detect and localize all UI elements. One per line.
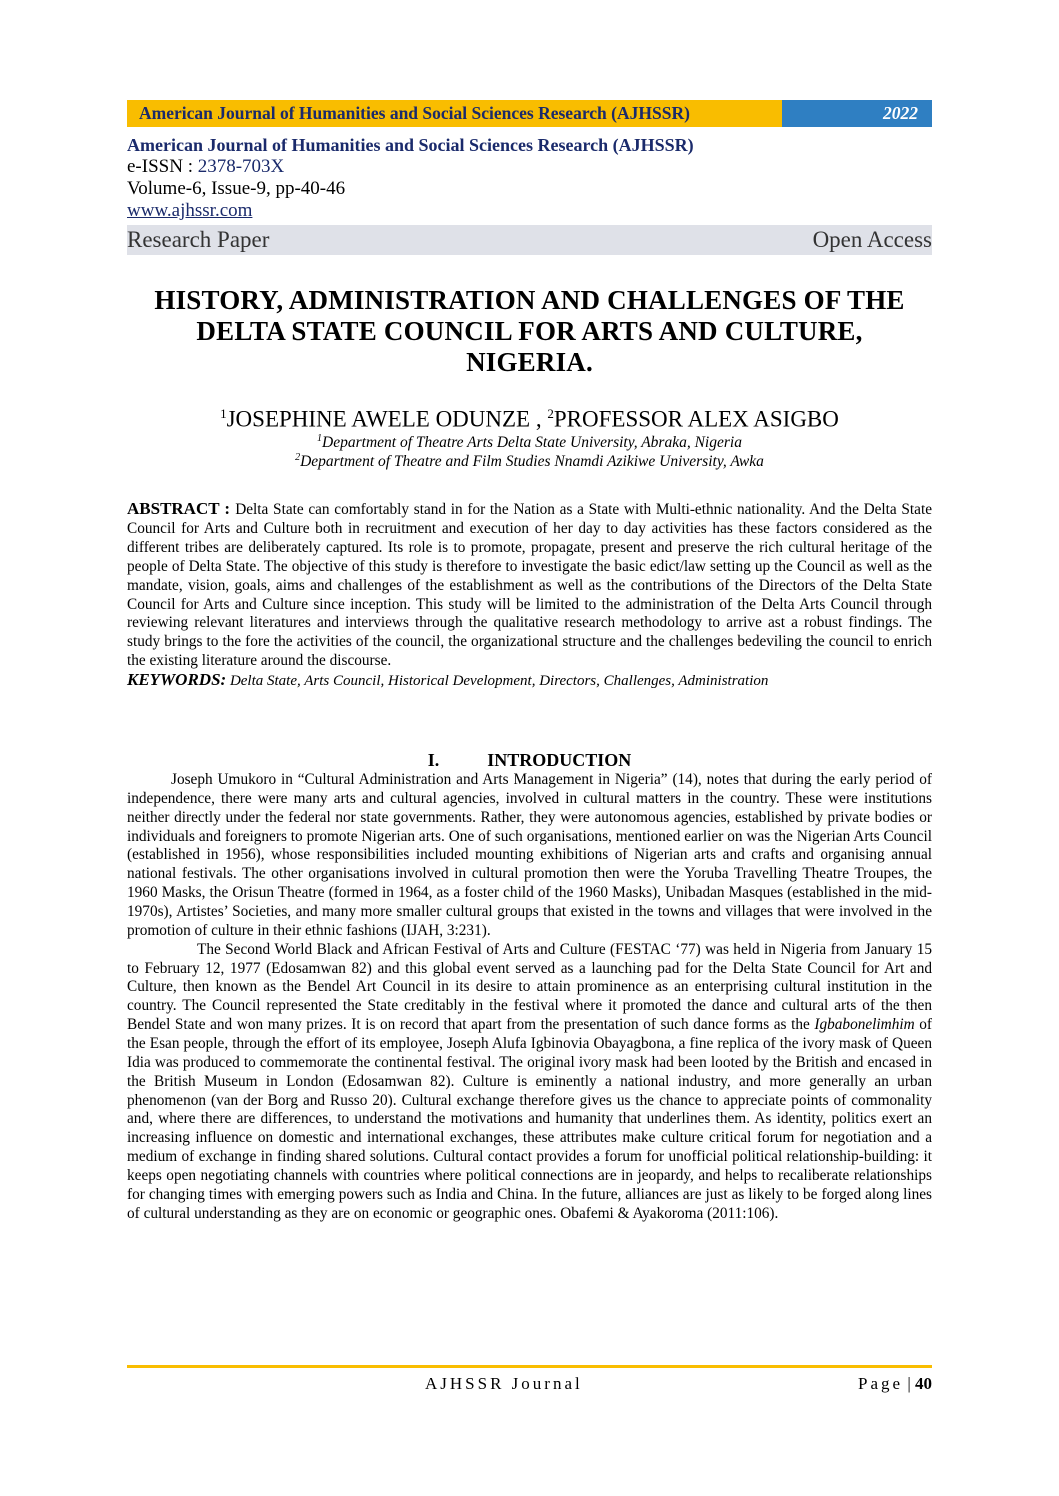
journal-info bbox=[127, 134, 932, 255]
author2-superscript: 2 bbox=[547, 406, 554, 421]
section-title: INTRODUCTION bbox=[487, 750, 632, 770]
keywords-line bbox=[127, 671, 932, 691]
page-label: Page bbox=[858, 1374, 904, 1393]
author1-superscript: 1 bbox=[220, 406, 227, 421]
banner-year: 2022 bbox=[782, 100, 932, 127]
affiliation-text: Department of Theatre and Film Studies Nnamdi Azikiwe University, Awka bbox=[300, 453, 764, 471]
author1-name: JOSEPHINE AWELE ODUNZE , bbox=[226, 406, 548, 432]
abstract-heading: ABSTRACT : bbox=[127, 499, 236, 518]
footer-divider bbox=[127, 1365, 932, 1368]
paper-type: Research Paper bbox=[127, 227, 270, 252]
affiliation-superscript: 2 bbox=[295, 452, 301, 463]
issn-label: e-ISSN : bbox=[127, 156, 198, 177]
abstract-text: Delta State can comfortably stand in for the Nation as a State with Multi-ethnic nationality. And the Delta State Council for Arts and Culture both in recruitment and execution of her day to day activities has these factors considered as the different tribes are deliberately captured. Its role is to promote, propagate, present and preserve the rich cultural heritage of the people of Delta State. The objective of this study is therefore to investigate the basic edict/law setting up the Council as well as the mandate, vision, goals, aims and challenges of the establishment as well as the contributions of the Directors of the Delta State Council for Arts and Culture since inception. This study will be limited to the administration of the Delta Arts Council through reviewing relevant literatures and interviews through the qualitative research methodology to arrive ast a robust findings. The study brings to the fore the activities of the council, the organizational structure and the challenges bedeviling the council to enrich the existing literature around the discourse. bbox=[127, 501, 932, 670]
keywords-heading: KEYWORDS: bbox=[127, 670, 227, 690]
section-number: I. bbox=[427, 750, 440, 770]
website-link[interactable]: www.ajhssr.com bbox=[127, 200, 253, 221]
footer-journal-name: AJHSSR Journal bbox=[425, 1374, 583, 1393]
banner-journal-name: American Journal of Humanities and Social Sciences Research (AJHSSR) bbox=[127, 100, 782, 127]
abstract-paragraph bbox=[127, 500, 932, 671]
intro-paragraph-2 bbox=[127, 941, 932, 1224]
affiliation-text: Department of Theatre Arts Delta State University, Abraka, Nigeria bbox=[322, 434, 742, 452]
page-separator: | bbox=[903, 1374, 915, 1393]
introduction-body bbox=[127, 771, 932, 1224]
title-line: NIGERIA. bbox=[466, 347, 593, 377]
issn-value: 2378-703X bbox=[197, 156, 285, 177]
dance-form-name: Igbabonelimhim bbox=[814, 1016, 915, 1034]
affiliation-superscript: 1 bbox=[317, 433, 323, 444]
intro-paragraph-1: Joseph Umukoro in “Cultural Administration and Arts Management in Nigeria” (14), notes that during the early period of independence, there were many arts and cultural agencies, involved in cultural matters in the country. These were institutions neither directly under the federal nor state governments. Rather, they were autonomous agencies, established by private bodies or individuals and foreigners to promote Nigerian arts. One of such organisations, mentioned earlier on was the Nigerian Arts Council (established in 1956), whose responsibilities included mounting exhibitions of Nigerian arts and crafts and organising annual national festivals. The other organisations involved in cultural promotion then were the Yoruba Travelling Theatre Troupes, the 1960 Masks, the Orisun Theatre (formed in 1964, as a foster child of the 1960 Masks), Unibadan Masques (established in the mid-1970s), Artistes’ Societies, and many more smaller cultural groups that existed in the towns and villages that were involved in the promotion of culture in their ethnic fashions (IJAH, 3:231). bbox=[127, 771, 932, 939]
title-line: HISTORY, ADMINISTRATION AND CHALLENGES OF THE bbox=[154, 285, 905, 315]
title-line: DELTA STATE COUNCIL FOR ARTS AND CULTURE, bbox=[196, 316, 863, 346]
header-banner bbox=[127, 100, 932, 127]
affiliation-2 bbox=[127, 448, 932, 471]
page-number: 40 bbox=[915, 1374, 932, 1393]
intro-p2-part-a: The Second World Black and African Festival of Arts and Culture (FESTAC ‘77) was held in Nigeria from January 15 to February 12, 1977 (Edosamwan 82) and this global event served as a launching pad for the Delta State Council for Art and Culture, then known as the Bendel Art Council in its desire to attain prominence as an enterprising cultural institution in the country. The Council represented the State creditably in the festival where it promoted the dance and cultural arts of the then Bendel State and won many prizes. It is on record that apart from the presentation of such dance forms as the bbox=[127, 940, 932, 1034]
footer-page-indicator bbox=[858, 1374, 932, 1394]
volume-line: Volume-6, Issue-9, pp-40-46 bbox=[127, 178, 346, 199]
paper-title bbox=[127, 285, 932, 378]
section-heading bbox=[127, 750, 932, 771]
paper-type-bar bbox=[127, 225, 932, 255]
access-type: Open Access bbox=[812, 227, 932, 252]
abstract-block bbox=[127, 500, 932, 691]
journal-title: American Journal of Humanities and Social Sciences Research (AJHSSR) bbox=[127, 135, 694, 155]
intro-p2-part-b: of the Esan people, through the effort of its employee, Joseph Alufa Igbinovia Obayagbona, a fine replica of the ivory mask of Queen Idia was produced to commemorate the continental festival. The original ivory mask had been looted by the British and encased in the British Museum in London (Edosamwan 82). Culture is eminently a national industry, and more generally an urban phenomenon (van der Borg and Russo 20). Cultural exchange therefore gives us the chance to appreciate points of commonality and, where there are differences, to understand the motivations and humanity that underlines them. As identity, politics exert an increasing influence on domestic and international exchanges, these attributes make culture critical forum for negotiation and a medium of exchange in finding shared solutions. Cultural contact provides a forum for unofficial political relationship-building: it keeps open negotiating channels with countries where political connections are in jeopardy, and helps to recaliberate relationships for changing times with emerging powers such as India and China. In the future, alliances are just as likely to be forged along lines of cultural understanding as they are on economic or geographic ones. Obafemi & Ayakoroma (2011:106). bbox=[127, 1016, 932, 1222]
issn-line bbox=[127, 156, 932, 178]
page-footer bbox=[127, 1374, 932, 1398]
keywords-text: Delta State, Arts Council, Historical Development, Directors, Challenges, Administration bbox=[226, 673, 769, 690]
author2-name: PROFESSOR ALEX ASIGBO bbox=[553, 406, 839, 432]
